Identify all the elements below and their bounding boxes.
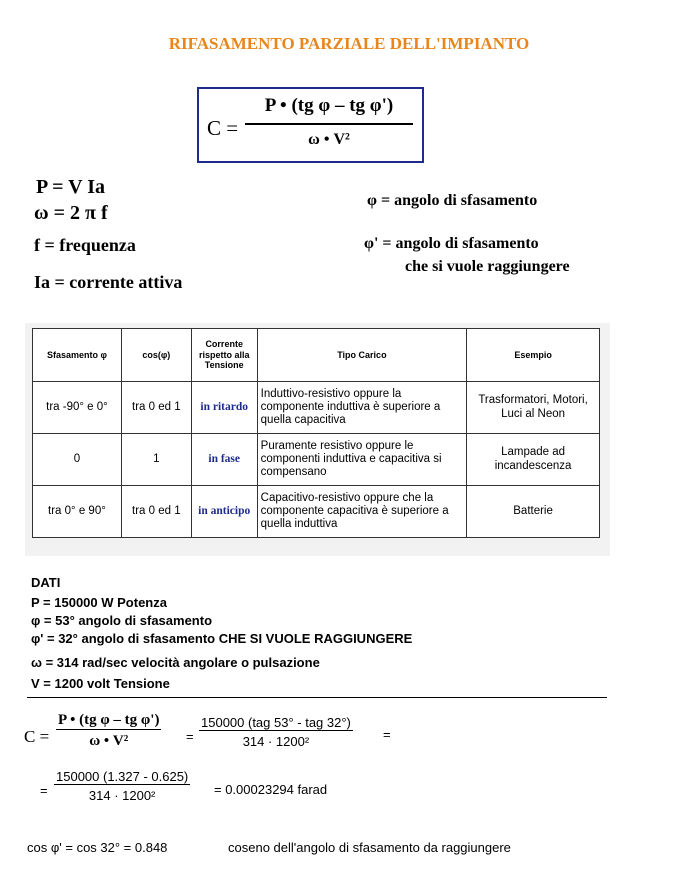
calc-formula: [56, 712, 161, 750]
cell-phase: tra 0° e 90°: [33, 486, 122, 538]
sub-num: 150000 (tag 53° - tag 32°): [201, 715, 351, 730]
calc-formula-den: ω • V²: [56, 729, 161, 750]
cell-example: Lampade ad incandescenza: [467, 434, 600, 486]
calc-eq1: =: [186, 729, 194, 744]
den2: 314 · 1200²: [54, 784, 190, 803]
def-phi-prime: φ' = angolo di sfasamento: [364, 235, 539, 252]
cell-load-type: Puramente resistivo oppure le componenti induttiva e capacitiva si compensano: [257, 434, 466, 486]
dati-phi-prime: φ' = 32° angolo di sfasamento CHE SI VUOLE RAGGIUNGERE: [31, 631, 413, 646]
formula-lhs: C =: [207, 116, 239, 140]
def-phi-prime-cont: che si vuole raggiungere: [405, 258, 570, 275]
cell-cos: tra 0 ed 1: [121, 486, 191, 538]
separator-line: [27, 697, 607, 698]
def-power: P = V Ia: [36, 176, 106, 198]
cell-cos: tra 0 ed 1: [121, 382, 191, 434]
fraction-bar: [245, 123, 413, 125]
calc-substitution: [199, 715, 353, 749]
header-current: Corrente rispetto alla Tensione: [191, 329, 257, 382]
cos-description: coseno dell'angolo di sfasamento da raggiungere: [228, 840, 511, 855]
cell-phase: 0: [33, 434, 122, 486]
table-row: [33, 434, 600, 486]
cell-example: Trasformatori, Motori, Luci al Neon: [467, 382, 600, 434]
cell-example: Batterie: [467, 486, 600, 538]
cell-load-type: Capacitivo-resistivo oppure che la componente capacitiva è superiore a quella induttiva: [257, 486, 466, 538]
def-active-current: Ia = corrente attiva: [34, 272, 183, 292]
cell-current: in ritardo: [191, 382, 257, 434]
calc-eq3: =: [40, 783, 48, 798]
calc-lhs: C =: [24, 727, 50, 746]
header-phase-shift: Sfasamento φ: [33, 329, 122, 382]
main-formula-box: [197, 87, 424, 163]
cell-phase: tra -90° e 0°: [33, 382, 122, 434]
formula-numerator: P • (tg φ – tg φ'): [264, 95, 394, 116]
cell-current: in anticipo: [191, 486, 257, 538]
dati-omega: ω = 314 rad/sec velocità angolare o pulsazione: [31, 655, 320, 670]
cell-current: in fase: [191, 434, 257, 486]
load-type-table-panel: [25, 323, 610, 556]
header-cos: cos(φ): [121, 329, 191, 382]
header-load-type: Tipo Carico: [257, 329, 466, 382]
def-omega: ω = 2 π f: [34, 202, 108, 224]
dati-phi: φ = 53° angolo di sfasamento: [31, 613, 213, 628]
table-row: [33, 382, 600, 434]
formula-denominator: ω • V²: [308, 131, 350, 148]
table-row: [33, 486, 600, 538]
def-frequency: f = frequenza: [34, 235, 136, 255]
calc-eq2: =: [383, 727, 391, 742]
calc-result: = 0.00023294 farad: [214, 782, 328, 797]
table-header-row: [33, 329, 600, 382]
dati-voltage: V = 1200 volt Tensione: [31, 676, 170, 691]
cell-load-type: Induttivo-resistivo oppure la componente induttiva è superiore a quella capacitiva: [257, 382, 466, 434]
calc-numeric: [54, 769, 190, 803]
header-example: Esempio: [467, 329, 600, 382]
calc-formula-num: P • (tg φ – tg φ'): [58, 712, 160, 728]
dati-power: P = 150000 W Potenza: [31, 595, 167, 610]
dati-heading: DATI: [31, 575, 61, 590]
load-type-table: [32, 328, 600, 538]
cell-cos: 1: [121, 434, 191, 486]
num2: 150000 (1.327 - 0.625): [56, 769, 189, 784]
formula-fraction: [245, 95, 413, 149]
cos-expression: cos φ' = cos 32° = 0.848: [27, 840, 168, 855]
def-phi: φ = angolo di sfasamento: [367, 192, 538, 209]
sub-den: 314 · 1200²: [199, 730, 353, 749]
page-title: RIFASAMENTO PARZIALE DELL'IMPIANTO: [168, 34, 530, 53]
